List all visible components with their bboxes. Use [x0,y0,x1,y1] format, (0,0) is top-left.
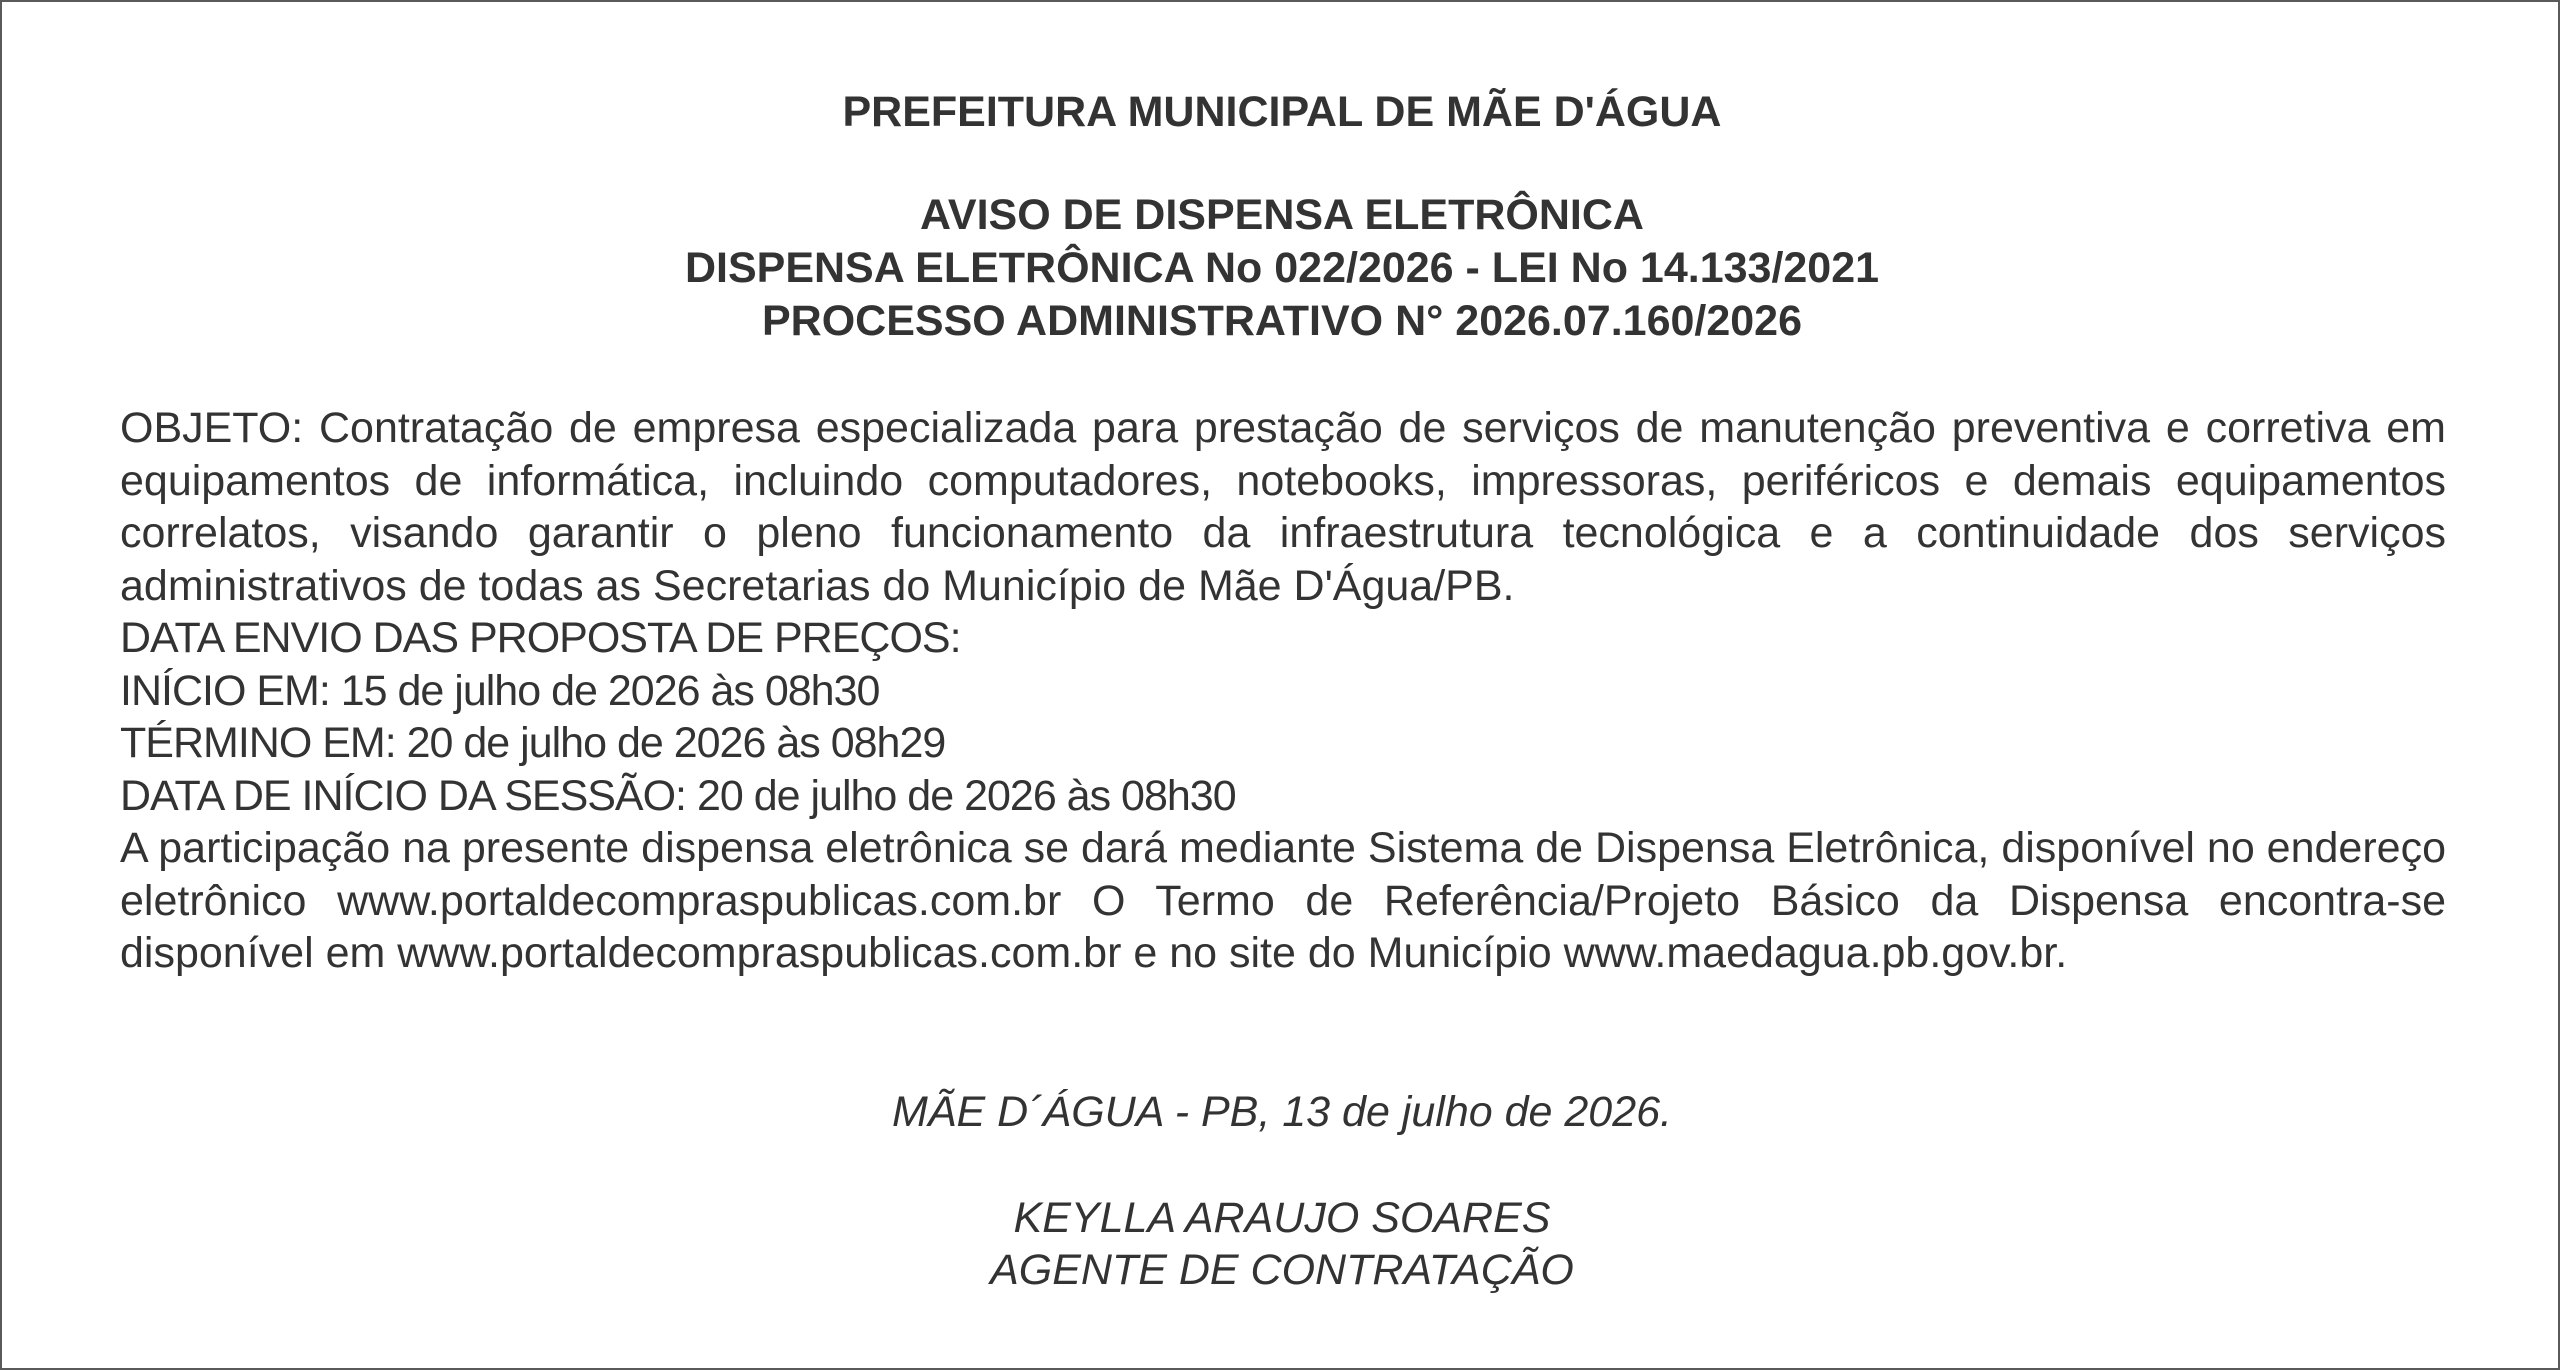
participation-end: . [2055,929,2068,977]
signer-role: AGENTE DE CONTRATAÇÃO [990,1246,1574,1294]
participation-text-3: e no site do Município [1121,929,1564,977]
participation-text-2: O Termo de Referência/Projeto Básico da Dispensa encontra-se disponível em [120,876,2446,977]
proposal-dates-label: DATA ENVIO DAS PROPOSTA DE PREÇOS: [120,614,961,662]
session-date: DATA DE INÍCIO DA SESSÃO: 20 de julho de 2026 às 08h30 [120,771,1236,820]
schedule-block [120,612,2446,822]
start-date: INÍCIO EM: 15 de julho de 2026 às 08h30 [120,666,880,715]
process-number: PROCESSO ADMINISTRATIVO N° 2026.07.160/2026 [761,297,1803,345]
organization-heading: PREFEITURA MUNICIPAL DE MÃE D'ÁGUA [842,88,1722,136]
portal-link-2[interactable]: www.portaldecompraspublicas.com.br [397,929,1122,977]
notice-title-block [2,189,2560,348]
objeto-paragraph: OBJETO: Contratação de empresa especializada para prestação de serviços de manutenção preventiva e corretiva em equipamentos de informática, incluindo computadores, notebooks, impressoras, periféricos e demais equipamentos correlatos, visando garantir o pleno funcionamento da infraestrutura tecnológica e a continuidade dos serviços administrativos de todas as Secretarias do Município de Mãe D'Água/PB. [120,404,2446,610]
end-date: TÉRMINO EM: 20 de julho de 2026 às 08h29 [120,719,946,767]
place-and-date: MÃE D´ÁGUA - PB, 13 de julho de 2026. [892,1088,1672,1136]
participation-text-1: A participação na presente dispensa eletrônica se dará mediante Sistema de Dispensa Eletrônica, disponível no endereço eletrônico [120,824,2446,925]
signature-block [2,1192,2560,1296]
municipality-site-link[interactable]: www.maedagua.pb.gov.br [1563,929,2056,977]
portal-link[interactable]: www.portaldecompraspublicas.com.br [337,876,1062,925]
signer-name: KEYLLA ARAUJO SOARES [1013,1194,1551,1242]
notice-title: AVISO DE DISPENSA ELETRÔNICA [920,191,1644,239]
notice-body [120,402,2446,980]
participation-paragraph [120,822,2446,980]
dispensa-number: DISPENSA ELETRÔNICA No 022/2026 - LEI No 14.133/2021 [684,244,1880,292]
